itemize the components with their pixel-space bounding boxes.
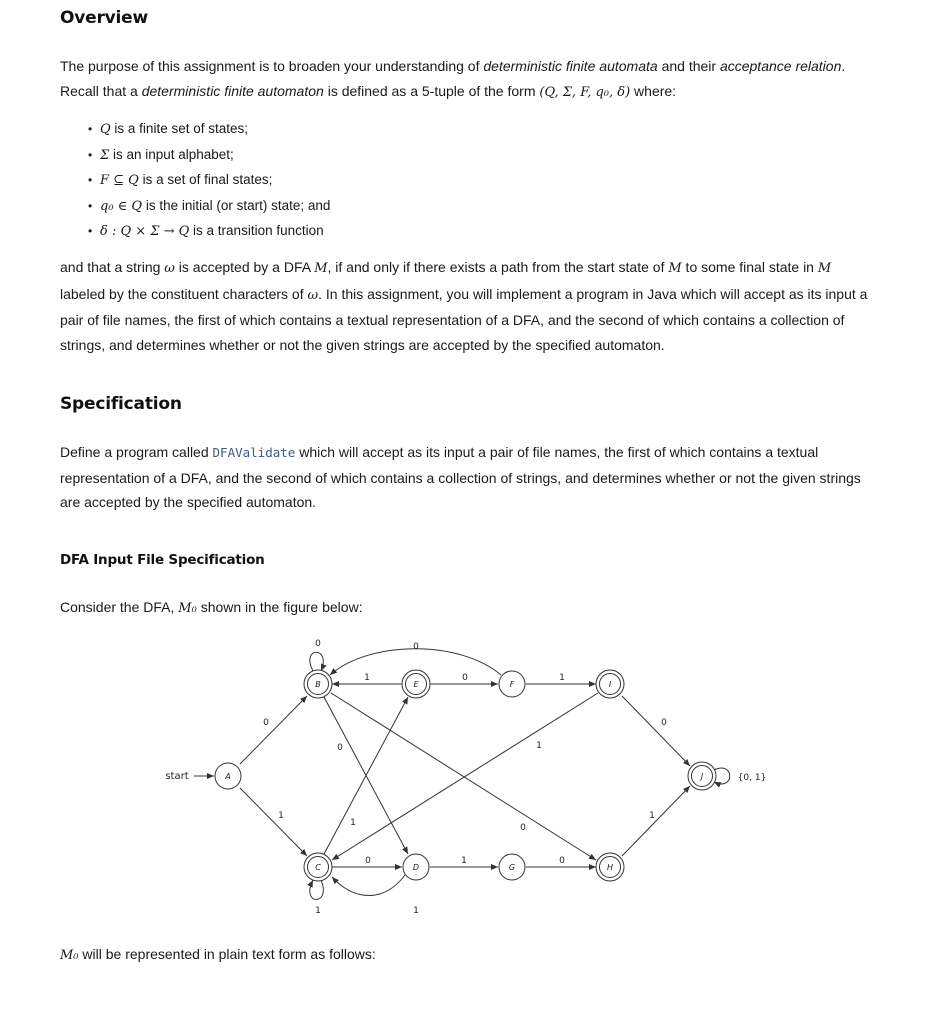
label-A-C: 1	[278, 811, 284, 821]
list-item: • q₀ ∈ Q is the initial (or start) state; and	[60, 194, 760, 220]
tuple-formula: (Q, Σ, F, q₀, δ)	[539, 84, 631, 100]
overview-intro-paragraph: The purpose of this assignment is to broaden your understanding of deterministic finite automata and their acceptance relation. Recall that a deterministic finite automaton is defined as a 5-tuple of the form (Q, Σ, F, q₀, δ) where:	[60, 58, 846, 100]
label-I-C: 1	[536, 741, 542, 751]
edge-C-loop	[310, 880, 324, 900]
acceptance-paragraph: and that a string ω is accepted by a DFA M, if and only if there exists a path from the start state of M to some final state in M labeled by the constituent characters of ω. In this assignment, you will implement a program in Java which will accept as its input a pair of file names, the first of which contains a textual representation of a DFA, and the second of which contains a collection of strings, and determines whether or not the given strings are accepted by the specified automaton.	[60, 259, 868, 353]
state-label-B: B	[315, 680, 321, 689]
edge-I-C	[332, 693, 598, 860]
state-label-E: E	[413, 680, 419, 689]
state-label-H: H	[606, 863, 614, 872]
label-H-J: 1	[649, 811, 655, 821]
start-label: start	[165, 771, 189, 782]
edge-B-H	[331, 693, 596, 860]
state-label-I: I	[608, 680, 612, 689]
specification-heading: Specification	[60, 394, 182, 414]
state-label-D: D	[412, 863, 420, 872]
list-item: • Q is a finite set of states;	[60, 117, 760, 143]
specification-paragraph: Define a program called DFAValidate which will accept as its input a pair of file names, the first of which contains a textual representation of a DFA, and the second of which contains a collection of strings, and determines whether or not the given strings are accepted by the specified automaton.	[60, 444, 861, 510]
edge-B-loop	[310, 652, 324, 671]
state-label-G: G	[508, 863, 516, 872]
label-E-F: 0	[462, 673, 468, 683]
label-B-loop: 0	[315, 639, 321, 649]
edge-A-C	[240, 788, 307, 856]
state-label-J: J	[700, 772, 704, 781]
edge-I-J	[622, 696, 690, 766]
dfa-diagram	[0, 630, 939, 930]
label-B-D: 0	[337, 743, 343, 753]
edge-D-C	[332, 875, 405, 896]
edge-H-J	[622, 786, 690, 856]
edge-A-B	[240, 696, 307, 764]
label-B-H: 0	[520, 823, 526, 833]
dfa-input-heading: DFA Input File Specification	[60, 552, 265, 568]
label-C-loop: 1	[315, 906, 321, 916]
state-label-C: C	[315, 863, 321, 872]
list-item: • δ : Q × Σ → Q is a transition function	[60, 219, 760, 245]
label-C-E: 1	[350, 818, 356, 828]
consider-paragraph: Consider the DFA, M₀ shown in the figure below:	[60, 599, 363, 616]
label-D-C: 1	[413, 906, 419, 916]
label-G-H: 0	[559, 856, 565, 866]
label-J-loop: {0, 1}	[737, 773, 767, 783]
label-A-B: 0	[263, 718, 269, 728]
state-nodes	[215, 670, 716, 881]
state-labels	[224, 680, 704, 872]
state-label-A: A	[225, 772, 231, 781]
label-F-I: 1	[559, 673, 565, 683]
list-item: • F ⊆ Q is a set of final states;	[60, 168, 760, 194]
state-label-F: F	[509, 680, 515, 689]
representation-paragraph: M₀ will be represented in plain text form as follows:	[60, 946, 376, 963]
label-D-G: 1	[461, 856, 467, 866]
label-F-B: 0	[413, 642, 419, 652]
label-E-B: 1	[364, 673, 370, 683]
overview-heading: Overview	[60, 8, 148, 28]
definition-list	[60, 117, 760, 245]
list-item: • Σ is an input alphabet;	[60, 143, 760, 169]
label-I-J: 0	[661, 718, 667, 728]
program-name-code: DFAValidate	[212, 445, 296, 460]
label-C-D: 0	[365, 856, 371, 866]
